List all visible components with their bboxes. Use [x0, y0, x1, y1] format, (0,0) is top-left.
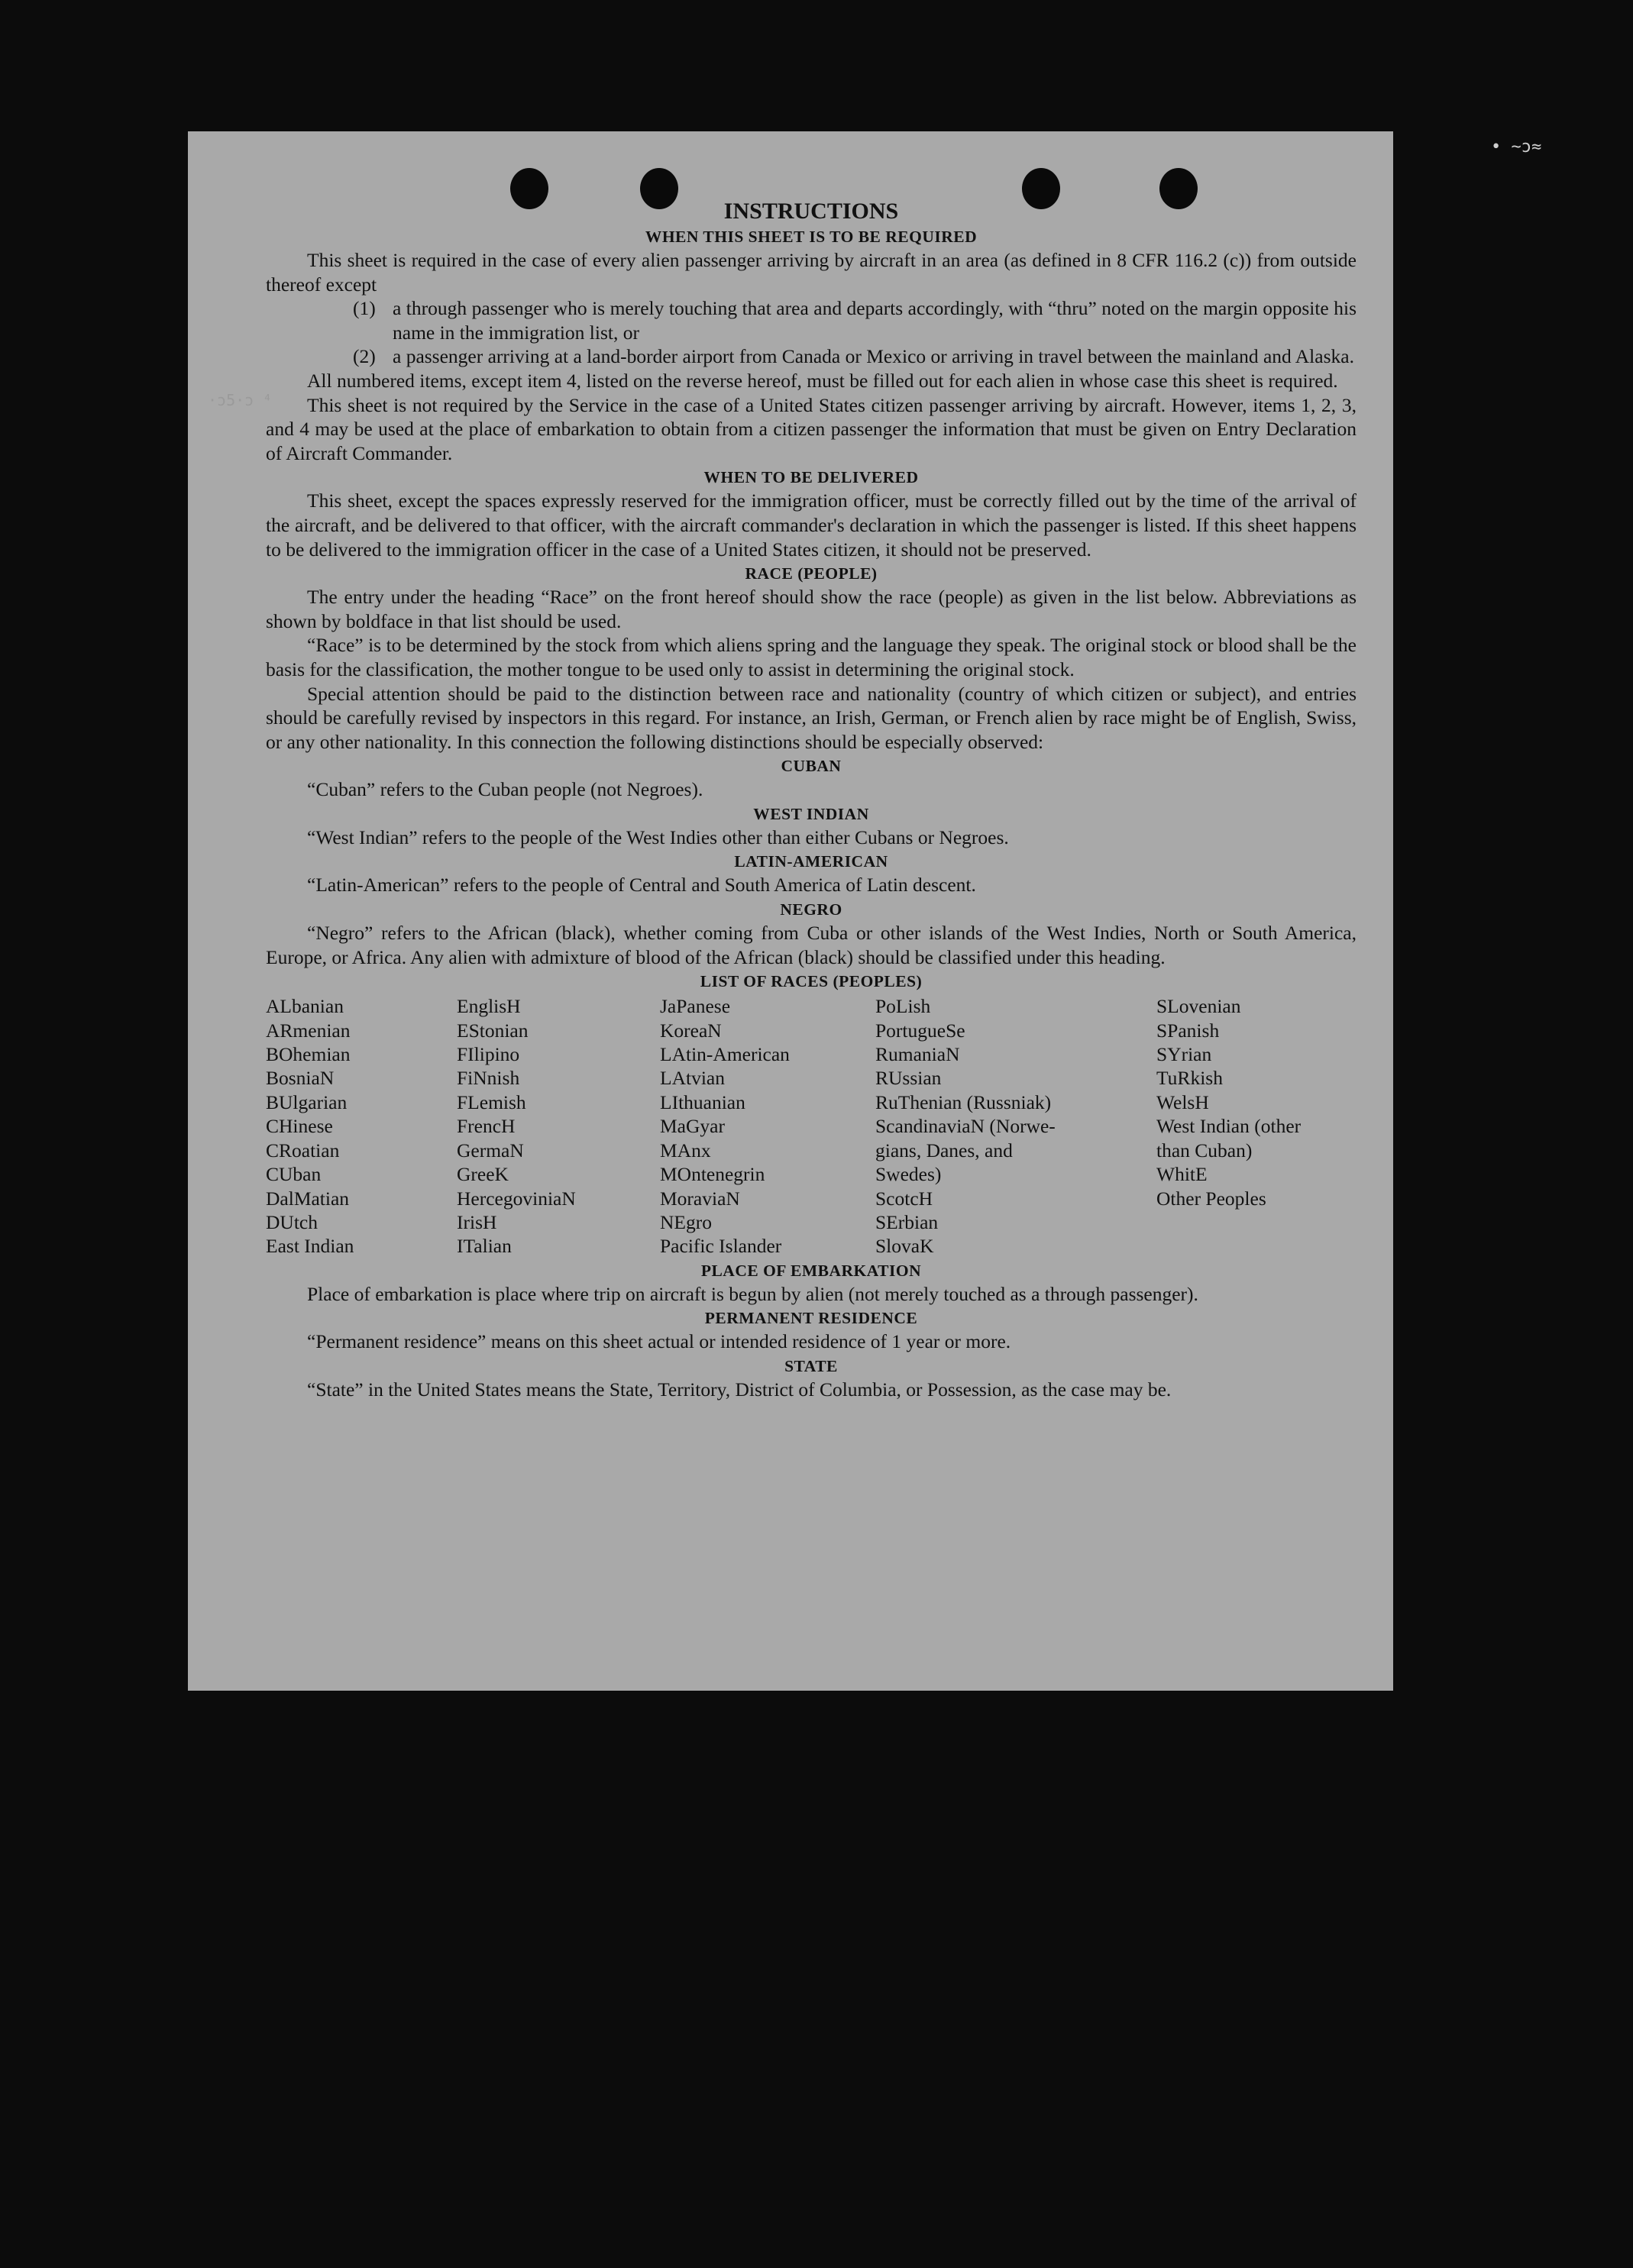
race-entry: SLovenian — [1156, 995, 1241, 1018]
paragraph: This sheet is not required by the Service in the case of a United States citizen passenger arriving by aircraft. However, items 1, 2, 3, and 4 may be used at the place of embarkation to obtain from a citizen passenger the information that must be given on Entry Declaration of Aircraft Commander. — [266, 393, 1357, 464]
races-column — [266, 994, 457, 1258]
scan-mark: ·ɔ5·ɔ ⁴ — [208, 391, 273, 409]
race-entry: MOntenegrin — [660, 1163, 765, 1186]
race-entry: PoLish — [875, 995, 931, 1018]
race-entry: Other Peoples — [1156, 1187, 1266, 1210]
race-entry: FLemish — [457, 1090, 526, 1113]
race-entry: CRoatian — [266, 1139, 340, 1161]
page-title: INSTRUCTIONS — [723, 199, 899, 224]
race-entry: GermaN — [457, 1139, 524, 1161]
race-entry: LAtin-American — [660, 1043, 790, 1066]
race-entry: LIthuanian — [660, 1090, 745, 1113]
race-entry: MAnx — [660, 1139, 711, 1161]
race-entry: MaGyar — [660, 1115, 725, 1138]
paragraph: “Cuban” refers to the Cuban people (not Negroes). — [307, 778, 703, 801]
race-entry: FrencH — [457, 1115, 516, 1138]
section-heading: STATE — [784, 1356, 838, 1375]
section-heading: PLACE OF EMBARKATION — [700, 1261, 922, 1280]
item-text: a passenger arriving at a land-border airport from Canada or Mexico or arriving in travel between the mainland and Alaska. — [393, 345, 1354, 368]
race-entry: gians, Danes, and — [875, 1139, 1013, 1161]
section-heading: WEST INDIAN — [753, 804, 869, 823]
race-entry: SYrian — [1156, 1043, 1212, 1066]
race-entry: MoraviaN — [660, 1187, 740, 1210]
race-entry: ScandinaviaN (Norwe- — [875, 1115, 1056, 1138]
race-entry: CUban — [266, 1163, 322, 1186]
race-entry: CHinese — [266, 1115, 333, 1138]
race-entry: GreeK — [457, 1163, 509, 1186]
section-heading: NEGRO — [780, 900, 842, 919]
race-entry: LAtvian — [660, 1067, 725, 1090]
race-entry: ITalian — [457, 1235, 512, 1258]
race-entry: EStonian — [457, 1019, 529, 1042]
race-entry: NEgro — [660, 1210, 712, 1233]
race-entry: TuRkish — [1156, 1067, 1223, 1090]
race-entry: DUtch — [266, 1210, 318, 1233]
race-entry: BosniaN — [266, 1067, 335, 1090]
section-heading: PERMANENT RESIDENCE — [704, 1309, 918, 1328]
races-list — [266, 994, 1357, 1258]
race-entry: EnglisH — [457, 995, 521, 1018]
section-heading: LATIN-AMERICAN — [734, 852, 888, 871]
paragraph: This sheet is required in the case of every alien passenger arriving by aircraft in an area (as defined in 8 CFR 116.2 (c)) from outside thereof except — [266, 249, 1357, 296]
races-column — [660, 994, 875, 1258]
races-column — [1156, 994, 1357, 1258]
race-entry: FiNnish — [457, 1067, 520, 1090]
paragraph: “Permanent residence” means on this sheet actual or intended residence of 1 year or more. — [307, 1330, 1011, 1353]
races-column — [457, 994, 660, 1258]
race-entry: IrisH — [457, 1210, 497, 1233]
paragraph: This sheet, except the spaces expressly reserved for the immigration officer, must be correctly filled out by the time of the arrival of the aircraft, and be delivered to that officer, with the aircraft commander's declaration in which the passenger is listed. If this sheet happens to be delivered to the immigration officer in the case of a United States citizen, it should not be preserved. — [266, 489, 1357, 561]
list-item — [266, 296, 1357, 344]
race-entry: ARmenian — [266, 1019, 351, 1042]
race-entry: DalMatian — [266, 1187, 350, 1210]
race-entry: JaPanese — [660, 995, 731, 1018]
race-entry: Pacific Islander — [660, 1235, 782, 1258]
race-entry: SErbian — [875, 1210, 939, 1233]
item-text: a through passenger who is merely touching that area and departs accordingly, with “thru” noted on the margin opposite his name in the immigration list, or — [393, 297, 1357, 344]
document-sheet — [188, 131, 1393, 1691]
section-heading: RACE (PEOPLE) — [745, 564, 878, 583]
race-entry: East Indian — [266, 1235, 354, 1258]
paragraph: Place of embarkation is place where trip on aircraft is begun by alien (not merely touched as a through passenger). — [307, 1282, 1198, 1305]
paragraph: Special attention should be paid to the distinction between race and nationality (country of which citizen or subject), and entries should be carefully revised by inspectors in this regard. For instance, an Irish, German, or French alien by race might be of English, Swiss, or any other nationality. In this connection the following distinctions should be especially observed: — [266, 682, 1357, 753]
race-entry: than Cuban) — [1156, 1139, 1253, 1161]
race-entry: ALbanian — [266, 995, 344, 1018]
race-entry: ScotcH — [875, 1187, 933, 1210]
race-entry: WelsH — [1156, 1090, 1209, 1113]
scan-mark: • ~ɔ≈ — [1491, 137, 1542, 157]
race-entry: HercegoviniaN — [457, 1187, 576, 1210]
paragraph: All numbered items, except item 4, listed on the reverse hereof, must be filled out for each alien in whose case this sheet is required. — [307, 369, 1338, 392]
race-entry: KoreaN — [660, 1019, 722, 1042]
instructions-content — [266, 199, 1357, 1402]
section-heading: WHEN THIS SHEET IS TO BE REQUIRED — [645, 228, 978, 246]
races-column — [875, 994, 1156, 1258]
section-heading: LIST OF RACES (PEOPLES) — [700, 972, 923, 991]
paragraph: “State” in the United States means the State, Territory, District of Columbia, or Possession, as the case may be. — [307, 1378, 1172, 1401]
paragraph: “Latin-American” refers to the people of Central and South America of Latin descent. — [307, 874, 976, 897]
race-entry: WhitE — [1156, 1163, 1208, 1186]
paragraph: “Negro” refers to the African (black), whether coming from Cuba or other islands of the West Indies, North or South America, Europe, or Africa. Any alien with admixture of blood of the African (black) should be classified under this heading. — [266, 922, 1357, 968]
race-entry: RuThenian (Russniak) — [875, 1090, 1052, 1113]
paragraph: “West Indian” refers to the people of the West Indies other than either Cubans or Negroes. — [307, 825, 1009, 848]
race-entry: Swedes) — [875, 1163, 942, 1186]
race-entry: FIlipino — [457, 1043, 520, 1066]
item-number: (2) — [353, 345, 376, 368]
race-entry: PortugueSe — [875, 1019, 965, 1042]
section-heading: WHEN TO BE DELIVERED — [703, 468, 919, 487]
race-entry: SPanish — [1156, 1019, 1220, 1042]
item-number: (1) — [353, 297, 376, 320]
paragraph: “Race” is to be determined by the stock from which aliens spring and the language they speak. The original stock or blood shall be the basis for the classification, the mother tongue to be used only to assist in determining the original stock. — [266, 634, 1357, 680]
race-entry: West Indian (other — [1156, 1115, 1302, 1138]
section-heading: CUBAN — [781, 757, 842, 776]
race-entry: RumaniaN — [875, 1043, 960, 1066]
paragraph: The entry under the heading “Race” on the front hereof should show the race (people) as given in the list below. Abbreviations as shown by boldface in that list should be used. — [266, 586, 1357, 632]
race-entry: BUlgarian — [266, 1090, 348, 1113]
race-entry: SlovaK — [875, 1235, 934, 1258]
race-entry: RUssian — [875, 1067, 942, 1090]
list-item — [266, 344, 1357, 369]
race-entry: BOhemian — [266, 1043, 351, 1066]
